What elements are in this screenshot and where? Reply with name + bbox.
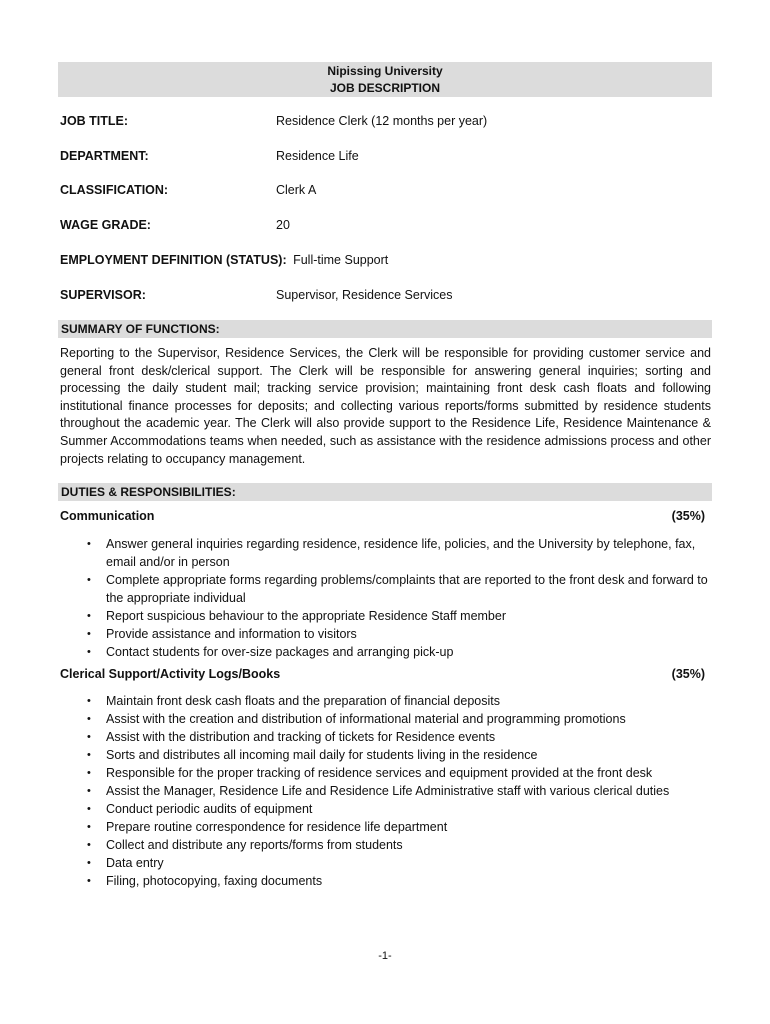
communication-list [60, 535, 712, 661]
list-item-text: Assist with the distribution and tracking of tickets for Residence events [106, 730, 496, 744]
list-item [60, 692, 712, 710]
bullet-icon: • [87, 821, 91, 833]
list-item-text: Maintain front desk cash floats and the preparation of financial deposits [106, 694, 500, 708]
subsection-percent: (35%) [671, 667, 705, 681]
bullet-icon: • [87, 628, 91, 640]
list-item-text: Report suspicious behaviour to the appropriate Residence Staff member [106, 609, 506, 623]
field-department [60, 149, 710, 163]
list-item-text: Contact students for over-size packages and arranging pick-up [106, 645, 454, 659]
field-value: 20 [276, 218, 290, 232]
bullet-icon: • [87, 749, 91, 761]
bullet-icon: • [87, 767, 91, 779]
field-label: JOB TITLE: [60, 114, 129, 128]
list-item [60, 764, 712, 782]
list-item-text: Answer general inquiries regarding residence, residence life, policies, and the University by telephone, fax, email and/or in person [106, 537, 696, 569]
bullet-icon: • [87, 731, 91, 743]
list-item-text: Assist the Manager, Residence Life and Residence Life Administrative staff with various clerical duties [106, 784, 670, 798]
field-label: WAGE GRADE: [60, 218, 151, 232]
list-item-text: Sorts and distributes all incoming mail daily for students living in the residence [106, 748, 538, 762]
summary-text: Reporting to the Supervisor, Residence Services, the Clerk will be responsible for providing customer service and general front desk/clerical support. The Clerk will be responsible for answering general inquiries; sorting and processing the daily student mail; tracking service provision; maintaining front desk cash floats and following institutional finance processes for deposits; and collecting various reports/forms submitted by residence students throughout the academic year. The Clerk will also provide support to the Residence Life, Residence Maintenance & Summer Accommodations teams when needed, such as assistance with the residence admissions process and other projects relating to occupancy management. [60, 346, 711, 466]
list-item [60, 710, 712, 728]
field-label: DEPARTMENT: [60, 149, 149, 163]
bullet-icon: • [87, 803, 91, 815]
clerical-heading [60, 667, 705, 681]
list-item [60, 818, 712, 836]
list-item [60, 854, 712, 872]
list-item-text: Conduct periodic audits of equipment [106, 802, 313, 816]
list-item-text: Prepare routine correspondence for residence life department [106, 820, 448, 834]
field-job-title [60, 114, 710, 128]
field-classification [60, 183, 710, 197]
bullet-icon: • [87, 857, 91, 869]
field-value: Supervisor, Residence Services [276, 288, 453, 302]
field-label: CLASSIFICATION: [60, 183, 169, 197]
bullet-icon: • [87, 538, 91, 550]
bullet-icon: • [87, 875, 91, 887]
communication-heading [60, 509, 705, 523]
subsection-title: Clerical Support/Activity Logs/Books [60, 667, 281, 681]
bullet-icon: • [87, 839, 91, 851]
list-item [60, 535, 712, 571]
list-item-text: Responsible for the proper tracking of residence services and equipment provided at the front desk [106, 766, 653, 780]
bullet-icon: • [87, 785, 91, 797]
list-item [60, 782, 712, 800]
list-item-text: Collect and distribute any reports/forms from students [106, 838, 403, 852]
summary-heading: SUMMARY OF FUNCTIONS: [58, 320, 712, 338]
field-supervisor [60, 288, 710, 302]
bullet-icon: • [87, 610, 91, 622]
list-item [60, 800, 712, 818]
list-item [60, 643, 712, 661]
list-item [60, 625, 712, 643]
list-item-text: Provide assistance and information to visitors [106, 627, 357, 641]
page-number: -1- [378, 950, 392, 962]
university-name: Nipissing University [327, 64, 443, 78]
clerical-list [60, 692, 712, 890]
field-value: Full-time Support [293, 253, 389, 267]
document-header [58, 62, 712, 97]
subsection-title: Communication [60, 509, 155, 523]
list-item-text: Assist with the creation and distribution of informational material and programming promotions [106, 712, 626, 726]
list-item [60, 728, 712, 746]
list-item [60, 607, 712, 625]
field-value: Residence Clerk (12 months per year) [276, 114, 488, 128]
field-value: Clerk A [276, 183, 317, 197]
field-employment-definition [60, 253, 710, 267]
list-item-text: Complete appropriate forms regarding problems/complaints that are reported to the front desk and forward to the appropriate individual [106, 573, 708, 605]
bullet-icon: • [87, 695, 91, 707]
bullet-icon: • [87, 713, 91, 725]
list-item [60, 836, 712, 854]
bullet-icon: • [87, 574, 91, 586]
document-type: JOB DESCRIPTION [329, 81, 440, 95]
field-value: Residence Life [276, 149, 359, 163]
bullet-icon: • [87, 646, 91, 658]
list-item-text: Filing, photocopying, faxing documents [106, 874, 323, 888]
field-label: SUPERVISOR: [60, 288, 146, 302]
duties-heading: DUTIES & RESPONSIBILITIES: [58, 483, 712, 501]
field-label: EMPLOYMENT DEFINITION (STATUS): [60, 253, 287, 267]
list-item-text: Data entry [106, 856, 164, 870]
list-item [60, 872, 712, 890]
list-item [60, 571, 712, 607]
subsection-percent: (35%) [671, 509, 705, 523]
list-item [60, 746, 712, 764]
field-wage-grade [60, 218, 710, 232]
